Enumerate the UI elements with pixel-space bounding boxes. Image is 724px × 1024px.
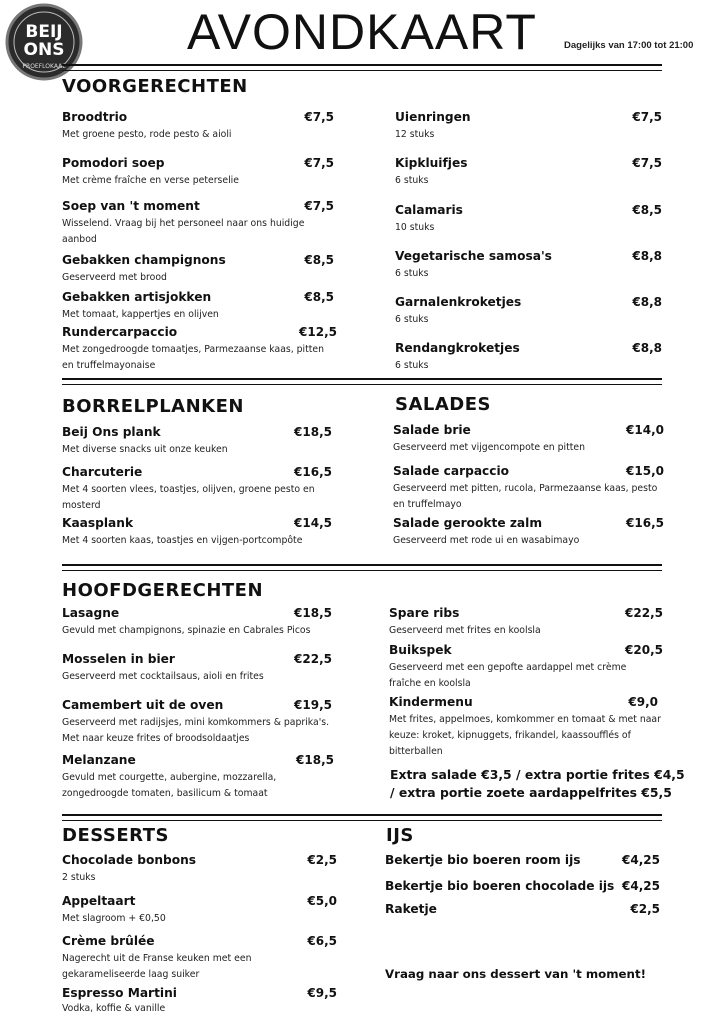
item-name: Espresso Martini [62,986,177,1000]
section-title-hoofdgerechten: HOOFDGERECHTEN [62,580,264,601]
item-name: Charcuterie [62,465,143,479]
item-name: Appeltaart [62,894,136,908]
divider [62,378,662,380]
menu-item [385,902,660,917]
menu-item [385,879,660,894]
item-description: Vodka, koffie & vanille [62,1003,166,1014]
item-name: Garnalenkroketjes [395,295,522,309]
divider [62,570,662,571]
item-price: €22,5 [294,652,332,666]
item-description: Met slagroom + €0,50 [62,913,166,924]
menu-item [62,986,337,1017]
item-name: Bekertje bio boeren chocolade ijs [385,879,615,893]
extras-note: Extra salade €3,5 / extra portie frites €4,5 / extra portie zoete aardappelfrites €5,5 [390,767,685,800]
item-description: Met tomaat, kappertjes en olijven [62,309,219,320]
section-title-desserts: DESSERTS [62,825,169,846]
item-name: Gebakken champignons [62,253,226,267]
item-description: 6 stuks [395,268,429,279]
item-name: Bekertje bio boeren room ijs [385,853,581,867]
item-description: Geserveerd met brood [62,272,167,283]
item-name: Spare ribs [389,606,460,620]
menu-item [62,156,334,189]
item-description: Geserveerd met pitten, rucola, Parmezaanse kaas, pesto en truffelmayo [393,483,658,510]
item-name: Melanzane [62,753,136,767]
item-price: €7,5 [304,110,334,124]
item-price: €2,5 [630,902,660,916]
item-price: €18,5 [294,425,332,439]
menu-item [62,290,334,323]
menu-item [62,465,332,514]
item-price: €15,0 [626,464,664,478]
svg-text:BEIJ: BEIJ [25,22,63,42]
divider [62,814,662,816]
menu-item [389,695,661,760]
item-description: Met 4 soorten kaas, toastjes en vijgen-portcompôte [62,535,303,546]
item-price: €16,5 [294,465,332,479]
divider [62,820,662,821]
item-description: Gevuld met courgette, aubergine, mozzarella, zongedroogde tomaten, basilicum & tomaat [62,772,277,799]
item-name: Beij Ons plank [62,425,161,439]
item-name: Chocolade bonbons [62,853,197,867]
menu-item [62,516,332,549]
item-price: €18,5 [294,606,332,620]
menu-item [395,295,662,328]
item-description: 6 stuks [395,314,429,325]
divider [62,384,662,385]
item-description: Met diverse snacks uit onze keuken [62,444,228,455]
item-price: €4,25 [622,879,660,893]
item-name: Rundercarpaccio [62,325,178,339]
divider [62,70,662,71]
menu-item [62,934,337,983]
item-price: €16,5 [626,516,664,530]
item-price: €8,8 [632,295,662,309]
item-name: Broodtrio [62,110,128,124]
item-name: Kaasplank [62,516,134,530]
section-title-ijs: IJS [386,825,414,846]
item-description: Wisselend. Vraag bij het personeel naar ons huidige aanbod [62,218,305,245]
item-price: €18,5 [296,753,334,767]
item-name: Pomodori soep [62,156,165,170]
item-description: 6 stuks [395,175,429,186]
item-name: Salade brie [393,423,471,437]
item-price: €5,0 [307,894,337,908]
item-description: Met crème fraîche en verse peterselie [62,175,239,186]
item-price: €8,8 [632,341,662,355]
item-description: 2 stuks [62,872,96,883]
menu-item [62,253,334,286]
item-description: Nagerecht uit de Franse keuken met een gekarameliseerde laag suiker [62,953,252,980]
item-description: Met 4 soorten vlees, toastjes, olijven, groene pesto en mosterd [62,484,315,511]
item-price: €22,5 [625,606,663,620]
item-price: €7,5 [304,156,334,170]
item-description: 12 stuks [395,129,435,140]
item-description: Geserveerd met radijsjes, mini komkommers & paprika's. Met naar keuze frites of broodsoldaatjes [62,717,330,744]
item-price: €12,5 [299,325,337,339]
menu-item [393,423,664,456]
item-description: 10 stuks [395,222,435,233]
item-name: Raketje [385,902,437,916]
menu-item [62,652,332,685]
menu-item [389,643,663,692]
divider [62,564,662,566]
menu-item [393,464,664,513]
item-description: Met frites, appelmoes, komkommer en tomaat & met naar keuze: kroket, kipnuggets, frikandel, kaassoufflés of bitterballen [389,714,661,757]
item-price: €14,0 [626,423,664,437]
menu-item [62,606,332,639]
item-description: Met zongedroogde tomaatjes, Parmezaanse kaas, pitten en truffelmayonaise [62,344,325,371]
item-name: Kindermenu [389,695,473,709]
item-description: Gevuld met champignons, spinazie en Cabrales Picos [62,625,311,636]
item-description: Geserveerd met frites en koolsla [389,625,541,636]
section-title-borrelplanken: BORRELPLANKEN [62,396,244,417]
dessert-note: Vraag naar ons dessert van 't moment! [385,967,646,981]
item-price: €7,5 [632,110,662,124]
item-price: €8,8 [632,249,662,263]
item-name: Salade carpaccio [393,464,510,478]
page-title: AVONDKAART [187,4,537,60]
item-name: Lasagne [62,606,120,620]
item-description: Met groene pesto, rode pesto & aioli [62,129,232,140]
svg-text:PROEFLOKAAL: PROEFLOKAAL [22,63,66,70]
item-price: €4,25 [622,853,660,867]
item-price: €9,5 [307,986,337,1000]
item-price: €20,5 [625,643,663,657]
item-name: Calamaris [395,203,463,217]
item-name: Salade gerookte zalm [393,516,543,530]
menu-item [395,156,662,189]
svg-text:ONS: ONS [23,40,65,60]
item-price: €7,5 [632,156,662,170]
item-price: €14,5 [294,516,332,530]
item-name: Buikspek [389,643,452,657]
menu-item [62,325,337,374]
item-price: €6,5 [307,934,337,948]
menu-item [395,203,662,236]
item-price: €2,5 [307,853,337,867]
item-description: 6 stuks [395,360,429,371]
menu-item [393,516,664,549]
item-name: Mosselen in bier [62,652,175,666]
menu-item [62,199,334,248]
item-price: €8,5 [632,203,662,217]
menu-item [62,110,334,143]
item-name: Crème brûlée [62,934,155,948]
item-name: Camembert uit de oven [62,698,224,712]
menu-item [395,249,662,282]
item-description: Geserveerd met cocktailsaus, aioli en frites [62,671,264,682]
menu-item [62,698,332,747]
menu-item [62,425,332,458]
item-price: €8,5 [304,253,334,267]
opening-hours: Dagelijks van 17:00 tot 21:00 [564,40,694,51]
section-title-salades: SALADES [395,394,491,415]
item-name: Kipkluifjes [395,156,468,170]
item-name: Uienringen [395,110,471,124]
divider [62,64,662,66]
section-title-voorgerechten: VOORGERECHTEN [62,76,248,97]
menu-item [395,110,662,143]
item-name: Soep van 't moment [62,199,200,213]
menu-item [62,894,337,927]
item-description: Geserveerd met vijgencompote en pitten [393,442,586,453]
item-description: Geserveerd met een gepofte aardappel met crème fraîche en koolsla [389,662,627,689]
item-price: €9,0 [628,695,658,709]
menu-item [62,853,337,886]
item-description: Geserveerd met rode ui en wasabimayo [393,535,580,546]
menu-item [385,853,660,868]
item-name: Rendangkroketjes [395,341,520,355]
menu-item [395,341,662,374]
menu-item [62,753,334,802]
item-price: €19,5 [294,698,332,712]
menu-item [389,606,663,639]
item-price: €7,5 [304,199,334,213]
item-name: Gebakken artisjokken [62,290,212,304]
item-price: €8,5 [304,290,334,304]
item-name: Vegetarische samosa's [395,249,552,263]
